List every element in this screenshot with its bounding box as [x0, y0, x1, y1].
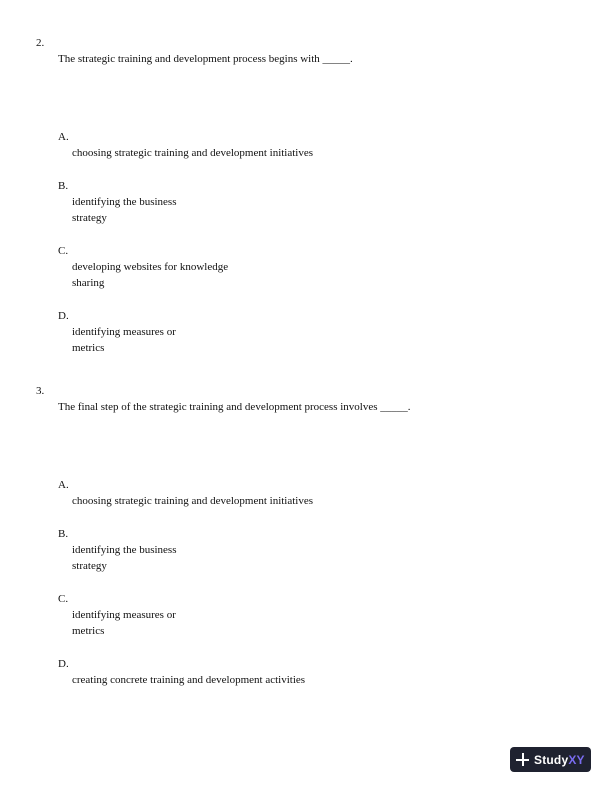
- option-letter: C.: [58, 245, 69, 257]
- option-letter: A.: [58, 131, 69, 143]
- brand-study: Study: [534, 752, 569, 767]
- option-text: [72, 145, 313, 161]
- option-letter: B.: [58, 180, 69, 192]
- option-letter: D.: [58, 310, 69, 322]
- option-line: metrics: [72, 342, 105, 354]
- option-line: choosing strategic training and development initiatives: [72, 147, 314, 159]
- option-text: [72, 493, 313, 509]
- brand-xy: XY: [568, 752, 585, 767]
- question-text: The strategic training and development process begins with _____.: [58, 53, 353, 65]
- option-line: sharing: [72, 277, 105, 289]
- option-line: identifying the business: [72, 196, 177, 208]
- option-text: [72, 542, 177, 574]
- option-line: strategy: [72, 212, 107, 224]
- option-line: identifying measures or: [72, 326, 176, 338]
- plus-icon: [516, 753, 529, 766]
- option-letter: A.: [58, 479, 69, 491]
- option-letter: D.: [58, 658, 69, 670]
- option-line: metrics: [72, 625, 105, 637]
- option-text: [72, 194, 177, 226]
- option-line: identifying measures or: [72, 609, 176, 621]
- option-text: [72, 324, 176, 356]
- option-letter: C.: [58, 593, 69, 605]
- option-line: identifying the business: [72, 544, 177, 556]
- question-number: 2.: [36, 37, 45, 49]
- option-letter: B.: [58, 528, 69, 540]
- option-line: developing websites for knowledge: [72, 261, 229, 273]
- option-line: creating concrete training and development activities: [72, 674, 306, 686]
- option-line: strategy: [72, 560, 107, 572]
- option-line: choosing strategic training and development initiatives: [72, 495, 314, 507]
- option-text: [72, 607, 176, 639]
- option-text: [72, 259, 228, 291]
- question-number: 3.: [36, 385, 45, 397]
- studyxy-badge[interactable]: [510, 747, 591, 772]
- option-text: [72, 672, 305, 688]
- brand-name: [534, 753, 585, 767]
- question-text: The final step of the strategic training and development process involves _____.: [58, 401, 411, 413]
